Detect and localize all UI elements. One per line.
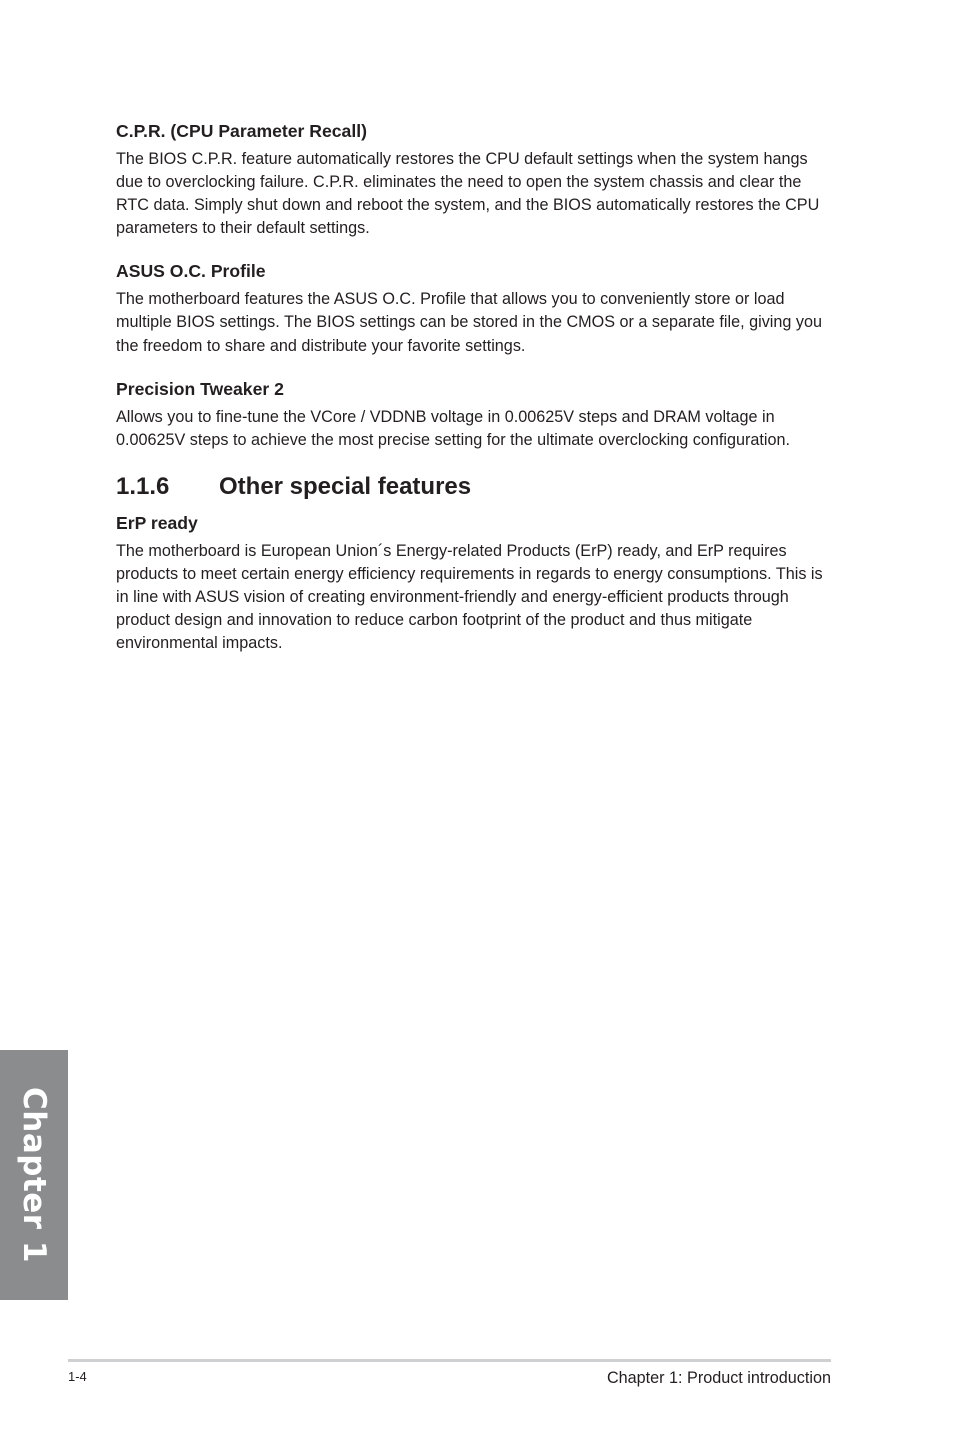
oc-profile-paragraph: The motherboard features the ASUS O.C. Profile that allows you to conveniently store or load multiple BIOS settings. The BIOS settings can be stored in the CMOS or a separate file, giving you the freedom to share and distribute your favorite settings.	[116, 290, 823, 355]
chapter-tab	[0, 1050, 68, 1300]
cpr-paragraph: The BIOS C.P.R. feature automatically restores the CPU default settings when the system hangs due to overclocking failure. C.P.R. eliminates the need to open the system chassis and clear the RTC data. Simply shut down and reboot the system, and the BIOS automatically restores the CPU parameters to their default settings.	[116, 150, 820, 238]
erp-heading: ErP ready	[116, 512, 198, 533]
footer-chapter-title: Chapter 1: Product introduction	[606, 1369, 831, 1387]
page-content	[116, 118, 832, 673]
section-title: Other special features	[219, 472, 472, 500]
precision-tweaker-paragraph: Allows you to fine-tune the VCore / VDDNB voltage in 0.00625V steps and DRAM voltage in 0.00625V steps to achieve the most precise setting for the ultimate overclocking configuration.	[116, 407, 790, 449]
erp-paragraph: The motherboard is European Union´s Energy-related Products (ErP) ready, and ErP requires products to meet certain energy efficiency requirements in regards to energy consumptions. This is in line with ASUS vision of creating environment-friendly and energy-efficient products through product design and innovation to reduce carbon footprint of the product and thus mitigate environmental impacts.	[116, 541, 823, 653]
section-heading	[116, 472, 832, 502]
footer-divider	[68, 1359, 831, 1362]
footer-page-number: 1-4	[68, 1369, 87, 1384]
section-number: 1.1.6	[116, 472, 170, 500]
precision-tweaker-heading: Precision Tweaker 2	[116, 378, 284, 399]
chapter-tab-label: Chapter 1	[16, 1087, 52, 1263]
oc-profile-heading: ASUS O.C. Profile	[116, 261, 266, 282]
cpr-heading: C.P.R. (CPU Parameter Recall)	[116, 121, 367, 141]
